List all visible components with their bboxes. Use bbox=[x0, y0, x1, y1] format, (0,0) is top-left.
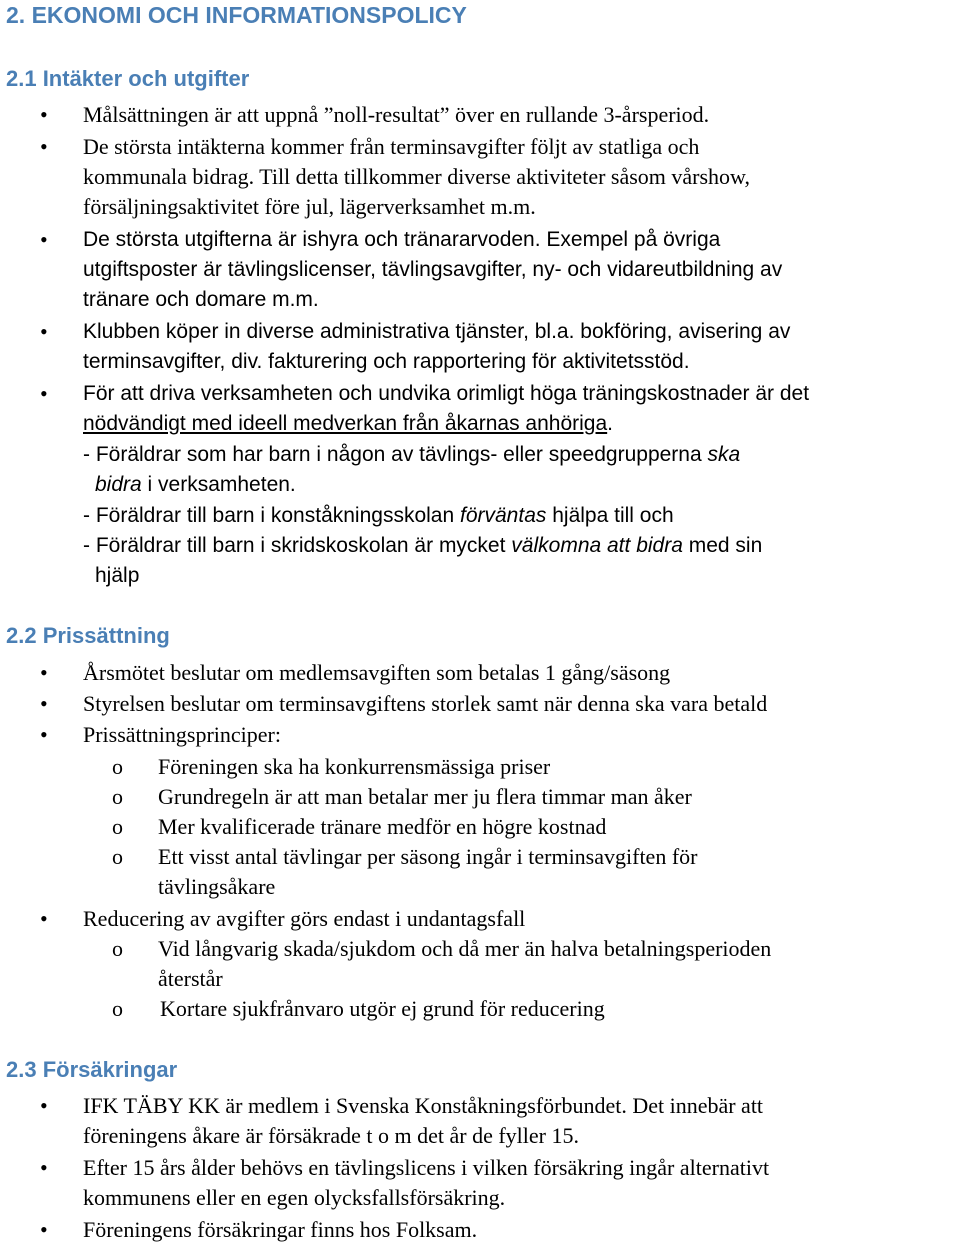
list-item-line: Klubben köper in diverse administrativa tjänster, bl.a. bokföring, avisering av bbox=[83, 320, 791, 343]
sub-bullet-glyph: o bbox=[112, 784, 123, 809]
sub-list-item-line: Ett visst antal tävlingar per säsong ingår i terminsavgiften för bbox=[158, 844, 698, 869]
italic-text: ska bbox=[707, 443, 741, 466]
list-item: Prissättningsprinciper: bbox=[83, 722, 281, 747]
list-item-line: Efter 15 års ålder behövs en tävlingslicens i vilken försäkring ingår alternativt bbox=[83, 1155, 770, 1180]
italic-text: bidra bbox=[95, 473, 142, 496]
sub-bullet-glyph: o bbox=[112, 936, 123, 961]
sub-list-item: Föreningen ska ha konkurrensmässiga priser bbox=[158, 754, 551, 779]
dash-text: - Föräldrar till barn i konståkningsskolan bbox=[83, 504, 460, 527]
bullet-glyph: • bbox=[40, 227, 48, 252]
section-heading-2: 2. EKONOMI OCH INFORMATIONSPOLICY bbox=[6, 2, 467, 28]
sub-list-item: Grundregeln är att man betalar mer ju flera timmar man åker bbox=[158, 784, 692, 809]
italic-text: välkomna att bidra bbox=[511, 534, 683, 557]
list-item-line: De största intäkterna kommer från terminsavgifter följt av statliga och bbox=[83, 134, 700, 159]
dash-text: - Föräldrar som har barn i någon av tävlings- eller speedgrupperna bbox=[83, 443, 708, 466]
sub-list-item-line: tävlingsåkare bbox=[158, 874, 276, 899]
bullet-glyph: • bbox=[40, 1155, 48, 1180]
list-item: Årsmötet beslutar om medlemsavgiften som betalas 1 gång/säsong bbox=[83, 660, 671, 685]
bullet-glyph: • bbox=[40, 134, 48, 159]
dash-text: - Föräldrar till barn i skridskoskolan är mycket bbox=[83, 534, 512, 557]
list-item-line: föreningens åkare är försäkrade t o m det år de fyller 15. bbox=[83, 1123, 579, 1148]
sub-bullet-glyph: o bbox=[112, 814, 123, 839]
period-text: . bbox=[607, 412, 614, 435]
dash-item-line bbox=[83, 440, 740, 470]
section-heading-2-1: 2.1 Intäkter och utgifter bbox=[6, 66, 250, 91]
list-item-line: kommunens eller en egen olycksfallsförsäkring. bbox=[83, 1185, 506, 1210]
sub-list-item: Kortare sjukfrånvaro utgör ej grund för reducering bbox=[160, 996, 605, 1021]
bullet-glyph: • bbox=[40, 906, 48, 931]
list-item: Målsättningen är att uppnå ”noll-resultat” över en rullande 3-årsperiod. bbox=[83, 102, 710, 127]
list-item: Styrelsen beslutar om terminsavgiftens storlek samt när denna ska vara betald bbox=[83, 691, 768, 716]
italic-text: förväntas bbox=[460, 504, 547, 527]
list-item: Föreningens försäkringar finns hos Folksam. bbox=[83, 1217, 478, 1242]
underlined-text: nödvändigt med ideell medverkan från åkarnas anhöriga bbox=[83, 412, 608, 435]
bullet-glyph: • bbox=[40, 1217, 48, 1242]
list-item-line: För att driva verksamheten och undvika orimligt höga träningskostnader är det bbox=[83, 382, 810, 405]
bullet-glyph: • bbox=[40, 381, 48, 406]
bullet-glyph: • bbox=[40, 691, 48, 716]
list-item-line bbox=[83, 409, 613, 439]
dash-item-line bbox=[95, 470, 296, 500]
bullet-glyph: • bbox=[40, 319, 48, 344]
list-item-line: De största utgifterna är ishyra och tränararvoden. Exempel på övriga bbox=[83, 228, 721, 251]
bullet-glyph: • bbox=[40, 722, 48, 747]
section-heading-2-3: 2.3 Försäkringar bbox=[6, 1057, 178, 1082]
dash-text: med sin bbox=[682, 534, 763, 557]
sub-list-item-line: Vid långvarig skada/sjukdom och då mer än halva betalningsperioden bbox=[158, 936, 772, 961]
sub-list-item-line: återstår bbox=[158, 966, 223, 991]
list-item-line: IFK TÄBY KK är medlem i Svenska Konståkningsförbundet. Det innebär att bbox=[83, 1093, 764, 1118]
dash-item-line: hjälp bbox=[95, 564, 140, 587]
dash-text: hjälpa till och bbox=[546, 504, 674, 527]
list-item-line: utgiftsposter är tävlingslicenser, tävlingsavgifter, ny- och vidareutbildning av bbox=[83, 258, 783, 281]
list-item: Reducering av avgifter görs endast i undantagsfall bbox=[83, 906, 526, 931]
dash-item-line bbox=[83, 531, 762, 561]
dash-text: i verksamheten. bbox=[141, 473, 296, 496]
list-item-line: tränare och domare m.m. bbox=[83, 288, 319, 311]
bullet-glyph: • bbox=[40, 660, 48, 685]
bullet-glyph: • bbox=[40, 102, 48, 127]
section-heading-2-2: 2.2 Prissättning bbox=[6, 623, 170, 648]
bullet-glyph: • bbox=[40, 1093, 48, 1118]
list-item-line: kommunala bidrag. Till detta tillkommer diverse aktiviteter såsom vårshow, bbox=[83, 164, 751, 189]
dash-item-line bbox=[83, 501, 674, 531]
sub-bullet-glyph: o bbox=[112, 996, 123, 1021]
sub-bullet-glyph: o bbox=[112, 754, 123, 779]
sub-list-item: Mer kvalificerade tränare medför en högre kostnad bbox=[158, 814, 607, 839]
list-item-line: terminsavgifter, div. fakturering och rapportering för aktivitetsstöd. bbox=[83, 350, 690, 373]
list-item-line: försäljningsaktivitet före jul, lägerverksamhet m.m. bbox=[83, 194, 536, 219]
sub-bullet-glyph: o bbox=[112, 844, 123, 869]
